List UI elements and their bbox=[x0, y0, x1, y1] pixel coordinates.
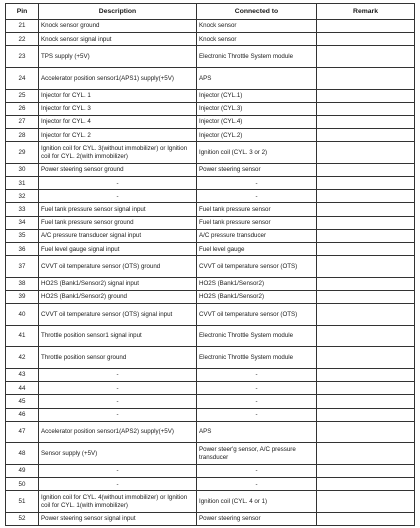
pin-table bbox=[5, 3, 415, 526]
table-row bbox=[6, 20, 415, 33]
connected-to-cell: - bbox=[197, 395, 317, 408]
table-row bbox=[6, 115, 415, 128]
description-cell: Fuel tank pressure sensor ground bbox=[39, 216, 197, 229]
header-pin: Pin bbox=[6, 4, 39, 20]
table-row bbox=[6, 67, 415, 89]
remark-cell bbox=[317, 408, 415, 421]
remark-cell bbox=[317, 277, 415, 290]
pin-cell: 38 bbox=[6, 277, 39, 290]
pin-cell: 27 bbox=[6, 115, 39, 128]
remark-cell bbox=[317, 368, 415, 381]
connected-to-cell: APS bbox=[197, 67, 317, 89]
connected-to-cell: - bbox=[197, 464, 317, 477]
remark-cell bbox=[317, 464, 415, 477]
pin-cell: 36 bbox=[6, 243, 39, 256]
table-row bbox=[6, 347, 415, 369]
pin-cell: 21 bbox=[6, 20, 39, 33]
table-row bbox=[6, 421, 415, 443]
remark-cell bbox=[317, 421, 415, 443]
pin-cell: 46 bbox=[6, 408, 39, 421]
connected-to-cell: - bbox=[197, 408, 317, 421]
connected-to-cell: APS bbox=[197, 421, 317, 443]
pin-cell: 35 bbox=[6, 229, 39, 242]
remark-cell bbox=[317, 382, 415, 395]
table-row bbox=[6, 89, 415, 102]
description-cell: Knock sensor ground bbox=[39, 20, 197, 33]
connected-to-cell: A/C pressure transducer bbox=[197, 229, 317, 242]
connected-to-cell: - bbox=[197, 382, 317, 395]
connected-to-cell: HO2S (Bank1/Sensor2) bbox=[197, 291, 317, 304]
table-row bbox=[6, 216, 415, 229]
remark-cell bbox=[317, 102, 415, 115]
table-row bbox=[6, 325, 415, 347]
pin-cell: 22 bbox=[6, 33, 39, 46]
description-cell: Ignition coil for CYL. 4(without immobilizer) or Ignition coil for CYL. 1(with immobilizer) bbox=[39, 491, 197, 513]
description-cell: Accelerator position sensor1(APS2) supply(+5V) bbox=[39, 421, 197, 443]
connected-to-cell: Fuel tank pressure sensor bbox=[197, 203, 317, 216]
pin-cell: 33 bbox=[6, 203, 39, 216]
table-row bbox=[6, 163, 415, 176]
table-row bbox=[6, 203, 415, 216]
table-row bbox=[6, 243, 415, 256]
description-cell: Throttle position sensor1 signal input bbox=[39, 325, 197, 347]
remark-cell bbox=[317, 325, 415, 347]
remark-cell bbox=[317, 190, 415, 203]
table-row bbox=[6, 464, 415, 477]
remark-cell bbox=[317, 347, 415, 369]
pin-cell: 31 bbox=[6, 177, 39, 190]
table-row bbox=[6, 129, 415, 142]
connected-to-cell: Electronic Throttle System module bbox=[197, 325, 317, 347]
pin-cell: 37 bbox=[6, 256, 39, 278]
pin-cell: 52 bbox=[6, 512, 39, 525]
description-cell: CVVT oil temperature sensor (OTS) ground bbox=[39, 256, 197, 278]
remark-cell bbox=[317, 20, 415, 33]
remark-cell bbox=[317, 304, 415, 326]
pin-cell: 42 bbox=[6, 347, 39, 369]
remark-cell bbox=[317, 115, 415, 128]
pin-cell: 48 bbox=[6, 443, 39, 465]
connected-to-cell: Injector (CYL.2) bbox=[197, 129, 317, 142]
table-row bbox=[6, 256, 415, 278]
connected-to-cell: - bbox=[197, 368, 317, 381]
connected-to-cell: Injector (CYL.4) bbox=[197, 115, 317, 128]
pin-cell: 28 bbox=[6, 129, 39, 142]
remark-cell bbox=[317, 291, 415, 304]
remark-cell bbox=[317, 478, 415, 491]
pin-cell: 43 bbox=[6, 368, 39, 381]
table-row bbox=[6, 277, 415, 290]
connected-to-cell: Ignition coil (CYL. 3 or 2) bbox=[197, 142, 317, 164]
description-cell: - bbox=[39, 395, 197, 408]
description-cell: Power steering sensor signal input bbox=[39, 512, 197, 525]
connected-to-cell: Injector (CYL.1) bbox=[197, 89, 317, 102]
remark-cell bbox=[317, 177, 415, 190]
table-row bbox=[6, 291, 415, 304]
pin-cell: 44 bbox=[6, 382, 39, 395]
header-row bbox=[6, 4, 415, 20]
description-cell: CVVT oil temperature sensor (OTS) signal input bbox=[39, 304, 197, 326]
table-row bbox=[6, 33, 415, 46]
connected-to-cell: Fuel level gauge bbox=[197, 243, 317, 256]
description-cell: - bbox=[39, 464, 197, 477]
table-row bbox=[6, 304, 415, 326]
pin-cell: 26 bbox=[6, 102, 39, 115]
description-cell: - bbox=[39, 190, 197, 203]
pin-cell: 39 bbox=[6, 291, 39, 304]
description-cell: Accelerator position sensor1(APS1) supply(+5V) bbox=[39, 67, 197, 89]
remark-cell bbox=[317, 163, 415, 176]
table-row bbox=[6, 142, 415, 164]
remark-cell bbox=[317, 491, 415, 513]
table-row bbox=[6, 46, 415, 68]
pin-cell: 34 bbox=[6, 216, 39, 229]
table-row bbox=[6, 368, 415, 381]
pin-cell: 40 bbox=[6, 304, 39, 326]
description-cell: Injector for CYL. 3 bbox=[39, 102, 197, 115]
connected-to-cell: Power steering sensor bbox=[197, 163, 317, 176]
pin-cell: 49 bbox=[6, 464, 39, 477]
connected-to-cell: Electronic Throttle System module bbox=[197, 46, 317, 68]
description-cell: - bbox=[39, 177, 197, 190]
connected-to-cell: - bbox=[197, 190, 317, 203]
connected-to-cell: - bbox=[197, 478, 317, 491]
table-row bbox=[6, 177, 415, 190]
remark-cell bbox=[317, 512, 415, 525]
connected-to-cell: - bbox=[197, 177, 317, 190]
connected-to-cell: CVVT oil temperature sensor (OTS) bbox=[197, 304, 317, 326]
description-cell: Injector for CYL. 2 bbox=[39, 129, 197, 142]
remark-cell bbox=[317, 443, 415, 465]
description-cell: HO2S (Bank1/Sensor2) signal input bbox=[39, 277, 197, 290]
remark-cell bbox=[317, 243, 415, 256]
description-cell: Knock sensor signal input bbox=[39, 33, 197, 46]
description-cell: - bbox=[39, 382, 197, 395]
connected-to-cell: Injector (CYL.3) bbox=[197, 102, 317, 115]
connected-to-cell: CVVT oil temperature sensor (OTS) bbox=[197, 256, 317, 278]
table-row bbox=[6, 443, 415, 465]
description-cell: Fuel level gauge signal input bbox=[39, 243, 197, 256]
pin-cell: 51 bbox=[6, 491, 39, 513]
remark-cell bbox=[317, 395, 415, 408]
header-description: Description bbox=[39, 4, 197, 20]
table-row bbox=[6, 190, 415, 203]
remark-cell bbox=[317, 33, 415, 46]
remark-cell bbox=[317, 89, 415, 102]
remark-cell bbox=[317, 203, 415, 216]
description-cell: - bbox=[39, 408, 197, 421]
description-cell: Ignition coil for CYL. 3(without immobilizer) or Ignition coil for CYL. 2(with immobilizer) bbox=[39, 142, 197, 164]
description-cell: TPS supply (+5V) bbox=[39, 46, 197, 68]
connected-to-cell: Knock sensor bbox=[197, 33, 317, 46]
connected-to-cell: Power steering sensor bbox=[197, 512, 317, 525]
pin-cell: 50 bbox=[6, 478, 39, 491]
description-cell: Fuel tank pressure sensor signal input bbox=[39, 203, 197, 216]
remark-cell bbox=[317, 142, 415, 164]
remark-cell bbox=[317, 216, 415, 229]
description-cell: Power steering sensor ground bbox=[39, 163, 197, 176]
pin-cell: 23 bbox=[6, 46, 39, 68]
description-cell: - bbox=[39, 478, 197, 491]
table-row bbox=[6, 395, 415, 408]
description-cell: Throttle position sensor ground bbox=[39, 347, 197, 369]
connected-to-cell: Power steer'g sensor, A/C pressure transducer bbox=[197, 443, 317, 465]
table-row bbox=[6, 491, 415, 513]
remark-cell bbox=[317, 129, 415, 142]
connected-to-cell: Knock sensor bbox=[197, 20, 317, 33]
pin-cell: 25 bbox=[6, 89, 39, 102]
pin-cell: 29 bbox=[6, 142, 39, 164]
pin-cell: 47 bbox=[6, 421, 39, 443]
description-cell: A/C pressure transducer signal input bbox=[39, 229, 197, 242]
pin-cell: 30 bbox=[6, 163, 39, 176]
connected-to-cell: Ignition coil (CYL. 4 or 1) bbox=[197, 491, 317, 513]
remark-cell bbox=[317, 256, 415, 278]
connected-to-cell: Electronic Throttle System module bbox=[197, 347, 317, 369]
description-cell: HO2S (Bank1/Sensor2) ground bbox=[39, 291, 197, 304]
table-row bbox=[6, 382, 415, 395]
pin-cell: 41 bbox=[6, 325, 39, 347]
connected-to-cell: HO2S (Bank1/Sensor2) bbox=[197, 277, 317, 290]
description-cell: Injector for CYL. 1 bbox=[39, 89, 197, 102]
table-row bbox=[6, 102, 415, 115]
description-cell: Injector for CYL. 4 bbox=[39, 115, 197, 128]
remark-cell bbox=[317, 229, 415, 242]
connected-to-cell: Fuel tank pressure sensor bbox=[197, 216, 317, 229]
pin-cell: 32 bbox=[6, 190, 39, 203]
description-cell: Sensor supply (+5V) bbox=[39, 443, 197, 465]
header-connected-to: Connected to bbox=[197, 4, 317, 20]
remark-cell bbox=[317, 46, 415, 68]
pin-cell: 45 bbox=[6, 395, 39, 408]
table-row bbox=[6, 229, 415, 242]
header-remark: Remark bbox=[317, 4, 415, 20]
description-cell: - bbox=[39, 368, 197, 381]
table-row bbox=[6, 478, 415, 491]
remark-cell bbox=[317, 67, 415, 89]
pin-cell: 24 bbox=[6, 67, 39, 89]
table-row bbox=[6, 408, 415, 421]
table-row bbox=[6, 512, 415, 525]
